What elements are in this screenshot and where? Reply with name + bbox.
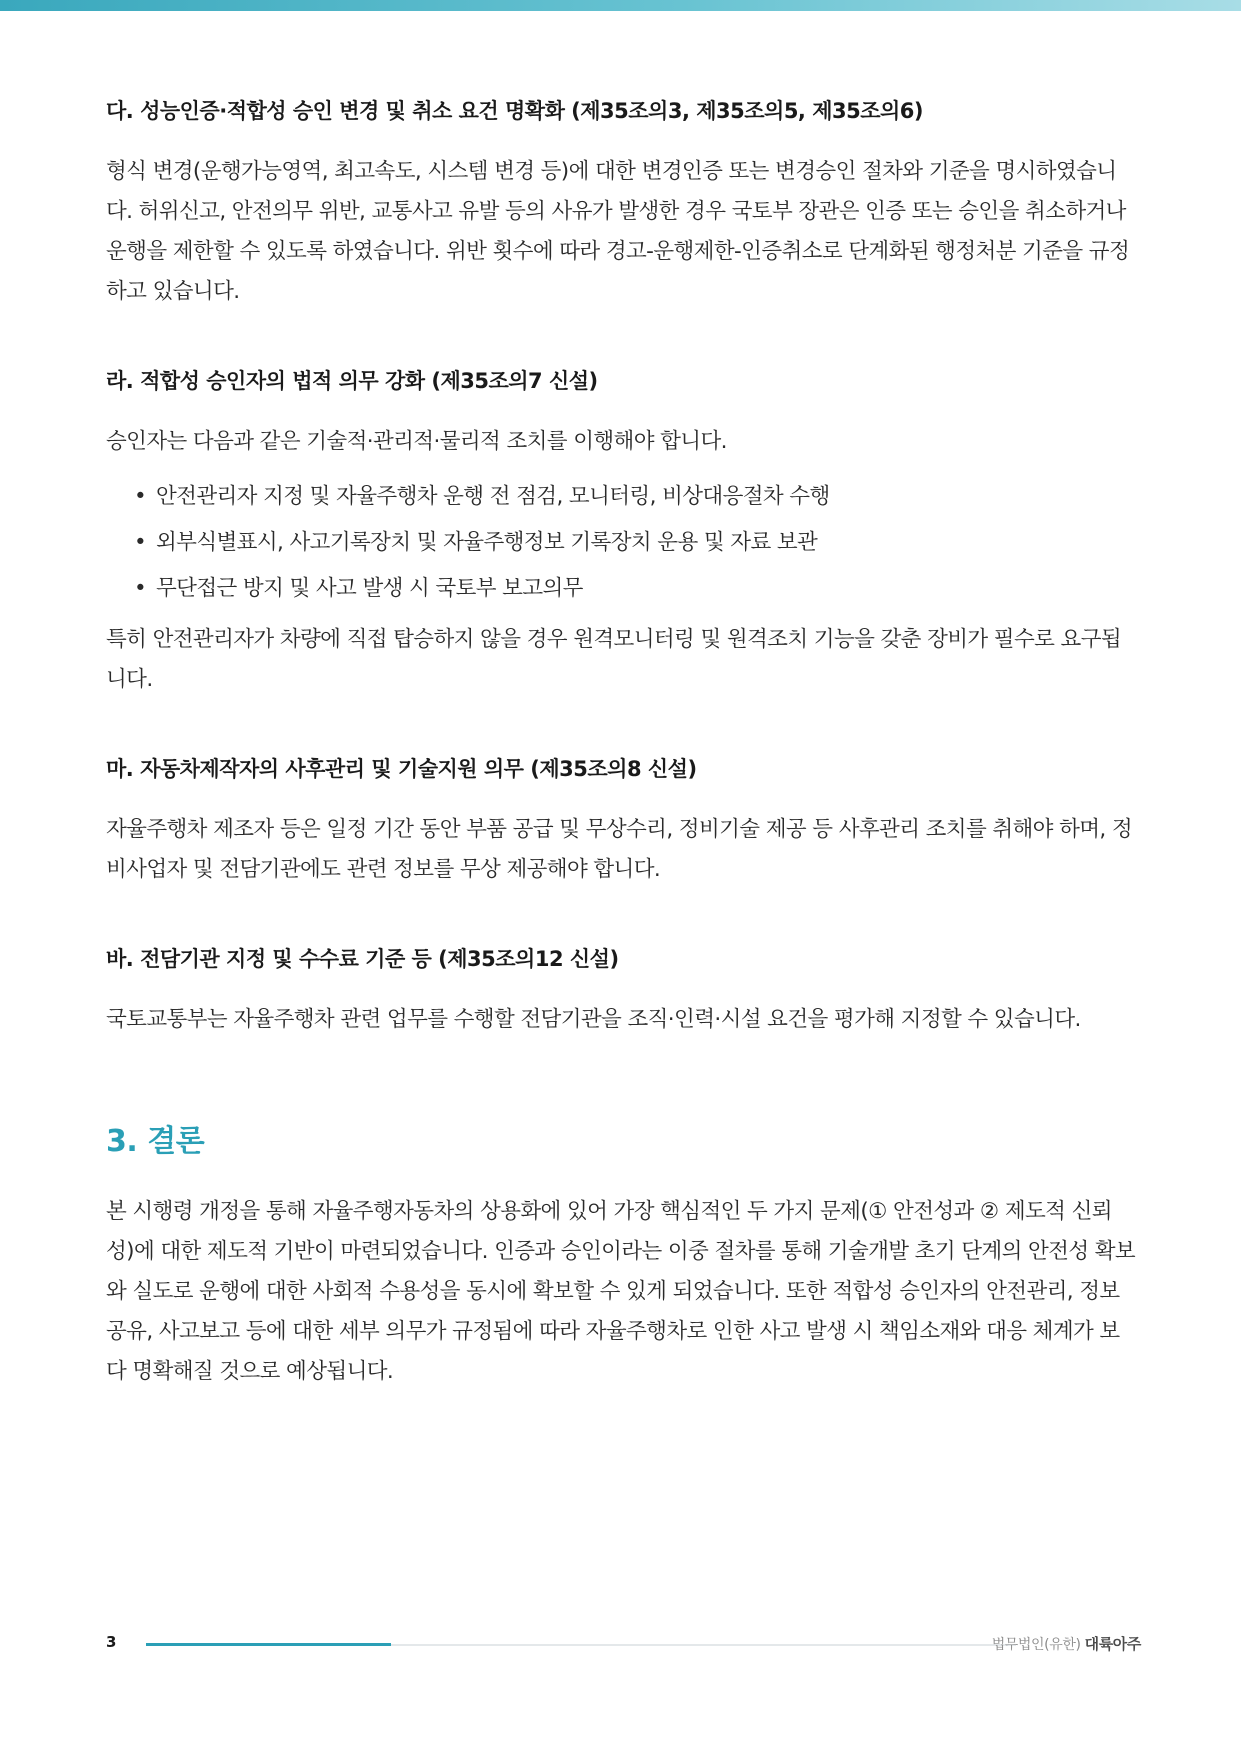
section-paragraph: 국토교통부는 자율주행차 관련 업무를 수행할 전담기관을 조직·인력·시설 요건을 평가해 지정할 수 있습니다. bbox=[106, 1007, 1081, 1032]
bullet-icon: • bbox=[134, 530, 147, 555]
page-number: 3 bbox=[106, 1633, 117, 1651]
firm-name: 법무법인(유한) 대륙아주 bbox=[991, 1635, 1141, 1653]
list-item: • 무단접근 방지 및 사고 발생 시 국토부 보고의무 bbox=[134, 566, 1136, 612]
obligation-list bbox=[106, 474, 1136, 612]
footer-divider-accent bbox=[146, 1643, 391, 1646]
section-ma bbox=[106, 754, 1136, 890]
section-da bbox=[106, 96, 1136, 312]
top-accent-bar bbox=[0, 0, 1241, 11]
bullet-icon: • bbox=[134, 484, 147, 509]
section-closing: 특히 안전관리자가 차량에 직접 탑승하지 않을 경우 원격모니터링 및 원격조치 기능을 갖춘 장비가 필수로 요구됩니다. bbox=[106, 627, 1122, 692]
document-body bbox=[106, 96, 1136, 1392]
section-heading: 라. 적합성 승인자의 법적 의무 강화 (제35조의7 신설) bbox=[106, 369, 598, 393]
section-heading: 마. 자동차제작자의 사후관리 및 기술지원 의무 (제35조의8 신설) bbox=[106, 757, 697, 781]
list-item: • 안전관리자 지정 및 자율주행차 운행 전 점검, 모니터링, 비상대응절차 수행 bbox=[134, 474, 1136, 520]
section-paragraph: 형식 변경(운행가능영역, 최고속도, 시스템 변경 등)에 대한 변경인증 또는 변경승인 절차와 기준을 명시하였습니다. 허위신고, 안전의무 위반, 교통사고 유발 등의 사유가 발생한 경우 국토부 장관은 인증 또는 승인을 취소하거나 운행을 제한할 수 있도록 하였습니다. 위반 횟수에 따라 경고-운행제한-인증취소로 단계화된 행정처분 기준을 규정하고 있습니다. bbox=[106, 159, 1130, 304]
section-heading: 다. 성능인증·적합성 승인 변경 및 취소 요건 명확화 (제35조의3, 제35조의5, 제35조의6) bbox=[106, 99, 924, 123]
list-item: • 외부식별표시, 사고기록장치 및 자율주행정보 기록장치 운용 및 자료 보관 bbox=[134, 520, 1136, 566]
section-paragraph: 자율주행차 제조자 등은 일정 기간 동안 부품 공급 및 무상수리, 정비기술 제공 등 사후관리 조치를 취해야 하며, 정비사업자 및 전담기관에도 관련 정보를 무상 제공해야 합니다. bbox=[106, 817, 1133, 882]
section-heading: 바. 전담기관 지정 및 수수료 기준 등 (제35조의12 신설) bbox=[106, 947, 619, 971]
page-footer bbox=[106, 1629, 1141, 1659]
section-ra bbox=[106, 366, 1136, 700]
conclusion-title: 3. 결론 bbox=[106, 1124, 205, 1159]
bullet-icon: • bbox=[134, 576, 147, 601]
section-intro: 승인자는 다음과 같은 기술적·관리적·물리적 조치를 이행해야 합니다. bbox=[106, 429, 727, 454]
section-ba bbox=[106, 944, 1136, 1040]
conclusion-paragraph: 본 시행령 개정을 통해 자율주행자동차의 상용화에 있어 가장 핵심적인 두 가지 문제(① 안전성과 ② 제도적 신뢰성)에 대한 제도적 기반이 마련되었습니다. 인증과 승인이라는 이중 절차를 통해 기술개발 초기 단계의 안전성 확보와 실도로 운행에 대한 사회적 수용성을 동시에 확보할 수 있게 되었습니다. 또한 적합성 승인자의 안전관리, 정보공유, 사고보고 등에 대한 세부 의무가 규정됨에 따라 자율주행차로 인한 사고 발생 시 책임소재와 대응 체계가 보다 명확해질 것으로 예상됩니다. bbox=[106, 1199, 1136, 1384]
